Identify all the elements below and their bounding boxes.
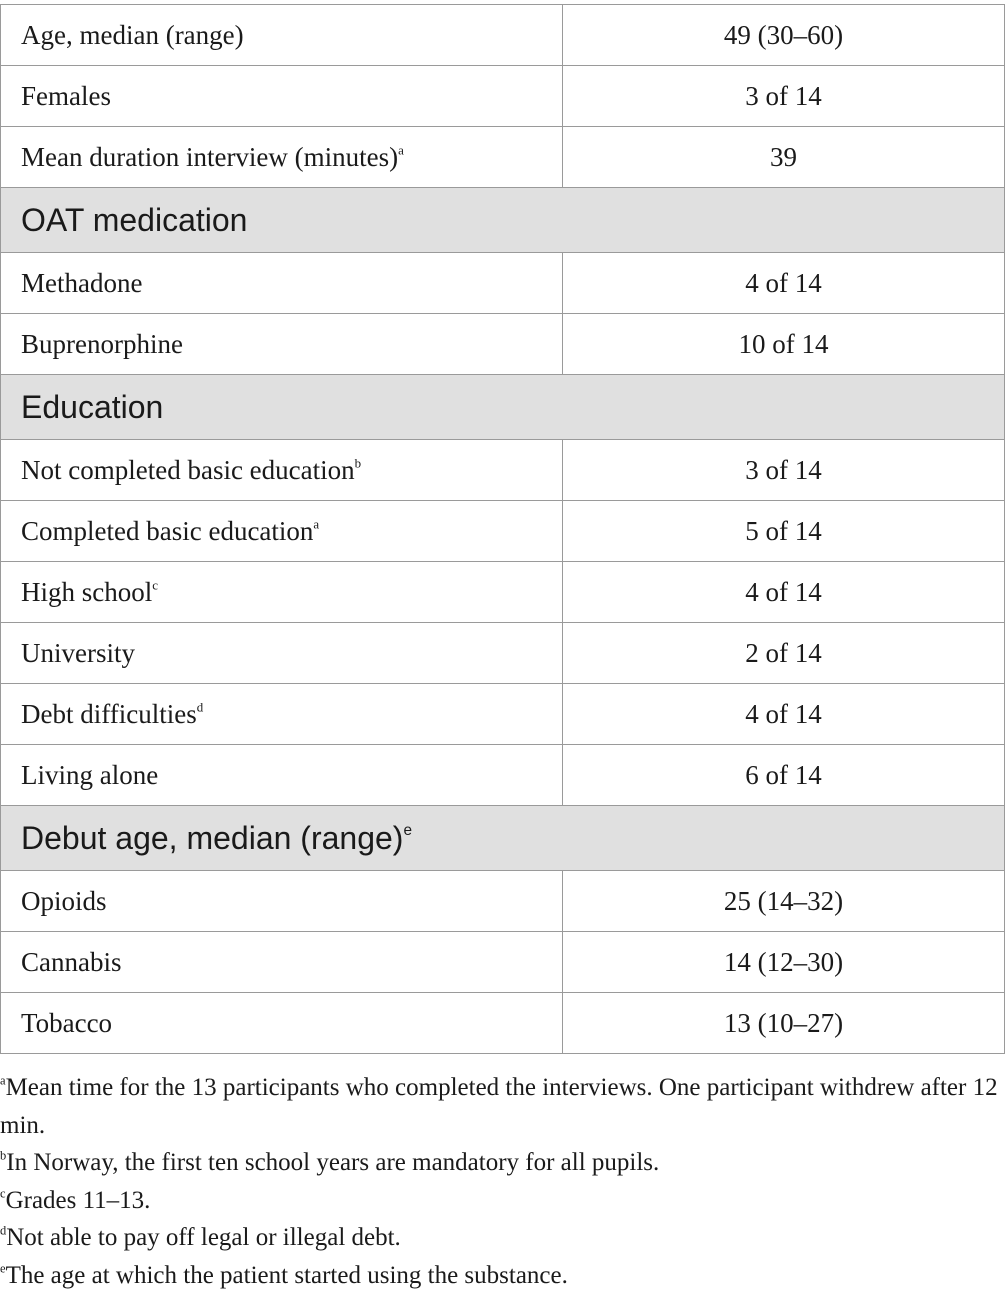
row-value: 2 of 14	[563, 623, 1005, 684]
table-row	[1, 871, 1005, 932]
row-label: Living alone	[1, 745, 563, 806]
row-label: University	[1, 623, 563, 684]
participant-characteristics-table	[0, 4, 1005, 1054]
row-value: 3 of 14	[563, 440, 1005, 501]
row-value: 5 of 14	[563, 501, 1005, 562]
footnote-a: $^a$Mean time for the 13 participants who completed the interviews. One participant withdrew after 12 min.	[0, 1073, 998, 1139]
table-row	[1, 253, 1005, 314]
table-row	[1, 66, 1005, 127]
table-row	[1, 5, 1005, 66]
table-row	[1, 745, 1005, 806]
row-value: 13 (10–27)	[563, 993, 1005, 1054]
table-row	[1, 501, 1005, 562]
row-label: Mean duration interview (minutes)$^a$	[1, 127, 563, 188]
row-label: Buprenorphine	[1, 314, 563, 375]
row-value: 39	[563, 127, 1005, 188]
row-value: 3 of 14	[563, 66, 1005, 127]
row-label: Completed basic education$^a$	[1, 501, 563, 562]
table-row	[1, 993, 1005, 1054]
row-label: Age, median (range)	[1, 5, 563, 66]
table-footnotes	[0, 1069, 1000, 1294]
section-title: OAT medication	[1, 188, 1005, 253]
table-row	[1, 562, 1005, 623]
footnote-c: $^c$Grades 11–13.	[0, 1185, 151, 1214]
section-header-education	[1, 375, 1005, 440]
row-value: 14 (12–30)	[563, 932, 1005, 993]
table-row	[1, 684, 1005, 745]
footnote-b: $^b$In Norway, the first ten school years are mandatory for all pupils.	[0, 1148, 660, 1176]
row-label: Methadone	[1, 253, 563, 314]
row-label: Opioids	[1, 871, 563, 932]
section-title: Debut age, median (range)$^e$	[1, 806, 1005, 871]
row-value: 4 of 14	[563, 562, 1005, 623]
row-value: 25 (14–32)	[563, 871, 1005, 932]
section-header-debut-age	[1, 806, 1005, 871]
row-value: 10 of 14	[563, 314, 1005, 375]
row-label: Not completed basic education$^b$	[1, 440, 563, 501]
row-value: 6 of 14	[563, 745, 1005, 806]
row-label: Females	[1, 66, 563, 127]
footnote-d: $^d$Not able to pay off legal or illegal debt.	[0, 1223, 401, 1251]
table-row	[1, 932, 1005, 993]
section-header-oat	[1, 188, 1005, 253]
row-label: Tobacco	[1, 993, 563, 1054]
table-row	[1, 314, 1005, 375]
row-value: 4 of 14	[563, 253, 1005, 314]
footnote-e: $^e$The age at which the patient started using the substance.	[0, 1260, 568, 1289]
row-label: Cannabis	[1, 932, 563, 993]
row-label: Debt difficulties$^d$	[1, 684, 563, 745]
row-label: High school$^c$	[1, 562, 563, 623]
row-value: 49 (30–60)	[563, 5, 1005, 66]
section-title: Education	[1, 375, 1005, 440]
table-row	[1, 440, 1005, 501]
table-row	[1, 127, 1005, 188]
table-row	[1, 623, 1005, 684]
row-value: 4 of 14	[563, 684, 1005, 745]
